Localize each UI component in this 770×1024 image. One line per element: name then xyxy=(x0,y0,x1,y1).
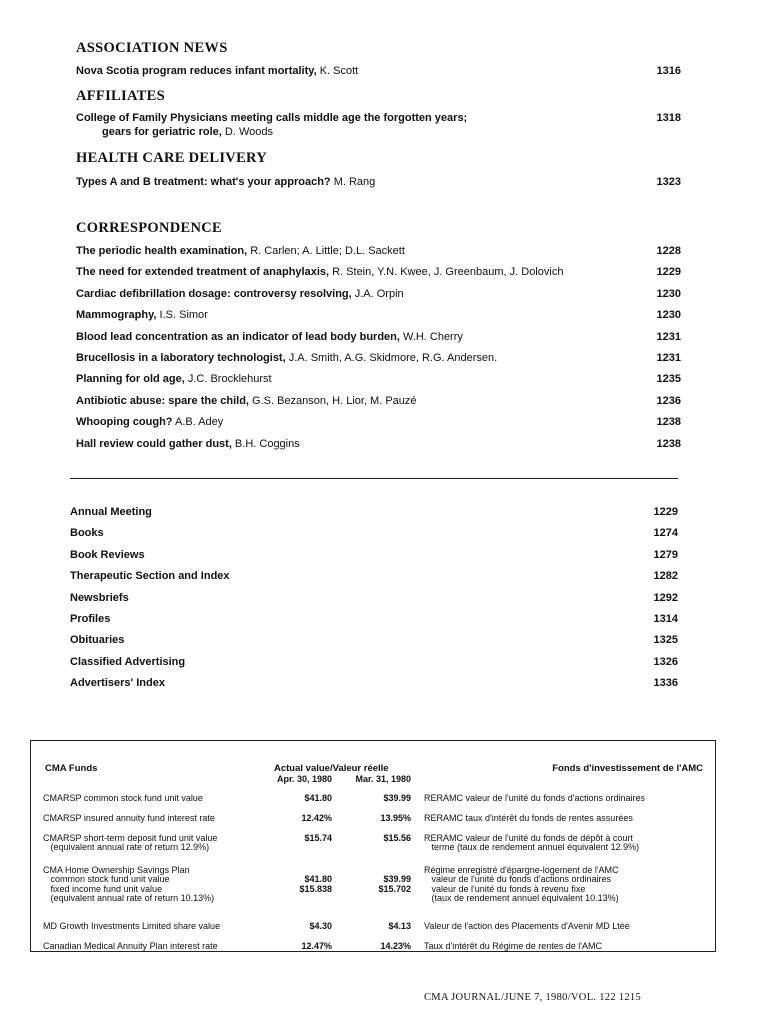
fund-label-en: MD Growth Investments Limited share value xyxy=(43,921,221,931)
entry-authors: W.H. Cherry xyxy=(399,330,463,343)
entry-page: 1230 xyxy=(656,309,681,322)
fund-label-fr: Valeur de l'action des Placements d'Avenir MD Ltée xyxy=(424,921,630,931)
department-entry[interactable] xyxy=(70,676,678,690)
fund-value-apr: $15.74 xyxy=(304,833,332,843)
entry-title: Hall review could gather dust, xyxy=(76,437,232,450)
funds-title-fr: Fonds d'investissement de l'AMC xyxy=(552,763,703,774)
department-entry[interactable] xyxy=(70,655,678,669)
entry-page: 1238 xyxy=(656,437,681,450)
section-divider xyxy=(70,478,678,479)
department-entry[interactable] xyxy=(70,548,678,562)
toc-entry[interactable] xyxy=(76,415,681,429)
entry-title: Blood lead concentration as an indicator of lead body burden, xyxy=(76,330,400,343)
toc-entry[interactable] xyxy=(76,287,681,301)
department-label: Book Reviews xyxy=(70,548,145,561)
toc-entry[interactable] xyxy=(76,394,681,408)
fund-label-en: CMARSP short-term deposit fund unit value xyxy=(43,833,218,843)
section-heading-correspondence: CORRESPONDENCE xyxy=(76,220,222,236)
department-label: Classified Advertising xyxy=(70,655,186,668)
fund-label-fr: Taux d'intérêt du Régime de rentes de l'AMC xyxy=(424,941,603,951)
entry-authors: K. Scott xyxy=(316,65,359,77)
fund-value-apr: 12.47% xyxy=(301,941,332,951)
fund-label-en: (equivalent annual rate of return 10.13%) xyxy=(43,893,215,904)
department-page: 1229 xyxy=(653,506,678,518)
department-label: Newsbriefs xyxy=(70,591,129,604)
department-entry[interactable] xyxy=(70,526,678,540)
entry-title: Planning for old age, xyxy=(76,373,185,386)
section-heading-association-news: ASSOCIATION NEWS xyxy=(76,40,228,56)
fund-label-en: fixed income fund unit value xyxy=(43,883,163,894)
toc-entry[interactable] xyxy=(76,175,681,189)
toc-entry[interactable] xyxy=(76,351,681,365)
funds-title-en: CMA Funds xyxy=(45,763,98,774)
fund-label-fr: RERAMC taux d'intérêt du fonds de rentes assurées xyxy=(424,813,633,823)
fund-value-mar: $15.702 xyxy=(378,883,411,894)
department-page: 1326 xyxy=(653,655,678,668)
department-page: 1336 xyxy=(653,677,678,690)
fund-label-en: CMARSP insured annuity fund interest rate xyxy=(43,813,215,823)
department-entry[interactable] xyxy=(70,591,678,605)
fund-value-mar: $4.13 xyxy=(388,921,411,931)
toc-entry[interactable] xyxy=(76,437,681,451)
entry-title: Types A and B treatment: what's your approach? xyxy=(76,176,331,188)
entry-title-continued: gears for geriatric role, xyxy=(102,126,222,138)
funds-date-mar: Mar. 31, 1980 xyxy=(355,774,411,784)
entry-title: College of Family Physicians meeting calls middle age the forgotten years; xyxy=(76,112,468,124)
entry-title: Cardiac defibrillation dosage: controversy resolving, xyxy=(76,287,352,300)
fund-value-apr: $41.80 xyxy=(304,874,332,885)
entry-page: 1238 xyxy=(656,416,681,429)
fund-value-mar: $15.56 xyxy=(383,833,411,843)
section-heading-affiliates: AFFILIATES xyxy=(76,88,165,104)
department-label: Advertisers' Index xyxy=(70,677,165,690)
entry-page: 1236 xyxy=(656,394,681,407)
department-entry[interactable] xyxy=(70,569,678,583)
entry-authors: R. Carlen; A. Little; D.L. Sackett xyxy=(247,245,405,257)
fund-label-fr: valeur de l'unité du fonds à revenu fixe xyxy=(424,883,586,894)
department-entry[interactable] xyxy=(70,505,678,519)
fund-label-fr: Régime enregistré d'épargne-logement de l'AMC xyxy=(424,865,619,875)
entry-title: Whooping cough? xyxy=(76,416,173,429)
funds-date-apr: Apr. 30, 1980 xyxy=(276,774,332,784)
fund-label-fr: valeur de l'unité du fonds d'actions ordinaires xyxy=(424,874,612,885)
entry-title: The periodic health examination, xyxy=(76,245,248,257)
fund-label-en: CMA Home Ownership Savings Plan xyxy=(43,865,190,875)
entry-authors: J.A. Smith, A.G. Skidmore, R.G. Andersen. xyxy=(285,352,498,364)
entry-title: Antibiotic abuse: spare the child, xyxy=(76,394,249,407)
toc-entry[interactable] xyxy=(76,308,681,322)
entry-page: 1231 xyxy=(656,330,681,343)
department-label: Books xyxy=(70,527,104,540)
entry-page: 1230 xyxy=(656,287,681,300)
fund-value-mar: 13.95% xyxy=(380,813,411,823)
toc-entry[interactable] xyxy=(76,64,681,78)
entry-authors: I.S. Simor xyxy=(156,309,208,322)
entry-page: 1231 xyxy=(656,352,681,364)
department-label: Therapeutic Section and Index xyxy=(70,570,230,583)
toc-entry[interactable] xyxy=(76,372,681,386)
entry-page: 1228 xyxy=(656,245,681,257)
toc-entry[interactable] xyxy=(76,330,681,344)
entry-authors: B.H. Coggins xyxy=(231,437,300,450)
entry-authors: M. Rang xyxy=(330,176,376,188)
fund-value-apr: 12.42% xyxy=(301,813,332,823)
fund-value-apr: $41.80 xyxy=(304,793,332,803)
fund-value-mar: $39.99 xyxy=(383,874,411,885)
fund-value-mar: 14.23% xyxy=(380,941,411,951)
entry-authors: A.B. Adey xyxy=(172,416,224,429)
department-page: 1292 xyxy=(653,591,678,604)
fund-label-fr: RERAMC valeur de l'unité du fonds de dépôt à court xyxy=(424,833,633,843)
entry-authors: R. Stein, Y.N. Kwee, J. Greenbaum, J. Dolovich xyxy=(329,266,564,279)
fund-label-fr: terme (taux de rendement annuel équivalent 12.9%) xyxy=(424,842,640,853)
journal-footer: CMA JOURNAL/JUNE 7, 1980/VOL. 122 1215 xyxy=(424,992,642,1003)
department-label: Obituaries xyxy=(70,634,125,647)
fund-label-en: common stock fund unit value xyxy=(43,874,170,885)
fund-label-en: Canadian Medical Annuity Plan interest rate xyxy=(43,941,218,951)
toc-entry[interactable] xyxy=(76,111,681,139)
entry-title: Nova Scotia program reduces infant mortality, xyxy=(76,65,317,77)
entry-title: The need for extended treatment of anaphylaxis, xyxy=(76,266,330,279)
entry-page: 1316 xyxy=(656,65,681,77)
fund-value-mar: $39.99 xyxy=(383,793,411,803)
entry-authors: D. Woods xyxy=(221,126,273,138)
fund-label-fr: (taux de rendement annuel équivalent 10.13%) xyxy=(424,893,619,904)
department-page: 1282 xyxy=(653,570,678,583)
fund-value-apr: $4.30 xyxy=(309,921,332,931)
cma-funds-table xyxy=(30,740,716,952)
toc-entry[interactable] xyxy=(76,244,681,258)
department-entry[interactable] xyxy=(70,633,678,647)
section-heading-health-care-delivery: HEALTH CARE DELIVERY xyxy=(76,150,268,166)
department-page: 1274 xyxy=(653,527,678,540)
fund-value-apr: $15.838 xyxy=(299,883,332,894)
entry-page: 1229 xyxy=(656,266,681,279)
department-page: 1325 xyxy=(653,634,678,647)
department-page: 1279 xyxy=(653,548,678,561)
fund-label-en: CMARSP common stock fund unit value xyxy=(43,793,203,803)
department-entry[interactable] xyxy=(70,612,678,626)
entry-title: Brucellosis in a laboratory technologist, xyxy=(76,352,286,364)
entry-authors: J.C. Brocklehurst xyxy=(184,373,272,386)
entry-page: 1323 xyxy=(656,176,681,188)
entry-title: Mammography, xyxy=(76,309,157,322)
fund-label-fr: RERAMC valeur de l'unité du fonds d'actions ordinaires xyxy=(424,793,646,803)
entry-page: 1235 xyxy=(656,373,681,386)
department-page: 1314 xyxy=(653,613,678,625)
entry-authors: G.S. Bezanson, H. Lior, M. Pauzé xyxy=(248,394,417,407)
department-label: Annual Meeting xyxy=(70,506,152,518)
toc-entry[interactable] xyxy=(76,265,681,279)
fund-label-en: (equivalent annual rate of return 12.9%) xyxy=(43,842,210,853)
funds-col-actual: Actual value/Valeur réelle xyxy=(274,763,389,774)
department-label: Profiles xyxy=(70,613,111,625)
entry-page: 1318 xyxy=(656,112,681,124)
entry-authors: J.A. Orpin xyxy=(351,287,404,300)
